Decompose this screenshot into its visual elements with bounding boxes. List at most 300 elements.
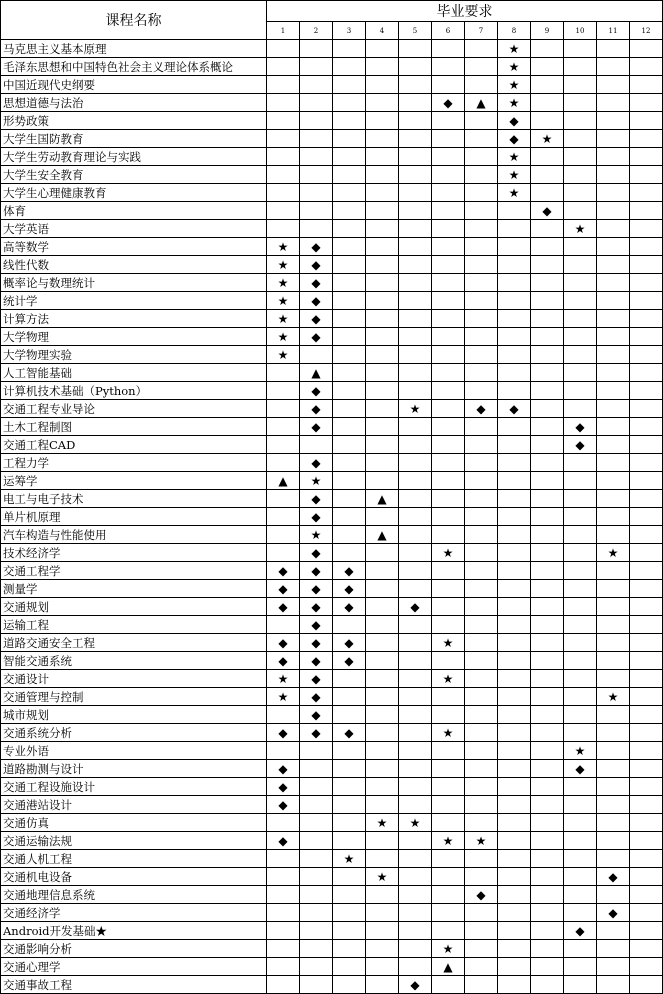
empty-cell [597, 724, 630, 742]
empty-cell [630, 958, 663, 976]
empty-cell [300, 112, 333, 130]
empty-cell [300, 976, 333, 994]
empty-cell [597, 76, 630, 94]
table-row [1, 904, 663, 922]
empty-cell [564, 184, 597, 202]
diamond-mark: ◆ [300, 418, 333, 436]
star-mark: ★ [267, 238, 300, 256]
course-name: 工程力学 [1, 454, 267, 472]
course-name: 交通工程学 [1, 562, 267, 580]
empty-cell [300, 58, 333, 76]
empty-cell [531, 58, 564, 76]
empty-cell [531, 274, 564, 292]
diamond-mark: ◆ [300, 238, 333, 256]
empty-cell [300, 958, 333, 976]
star-mark: ★ [597, 544, 630, 562]
diamond-mark: ◆ [498, 112, 531, 130]
empty-cell [465, 796, 498, 814]
empty-cell [597, 382, 630, 400]
empty-cell [564, 544, 597, 562]
diamond-mark: ◆ [300, 310, 333, 328]
table-row [1, 670, 663, 688]
diamond-mark: ◆ [300, 544, 333, 562]
table-row [1, 148, 663, 166]
empty-cell [267, 220, 300, 238]
empty-cell [399, 832, 432, 850]
empty-cell [564, 616, 597, 634]
empty-cell [531, 148, 564, 166]
empty-cell [630, 778, 663, 796]
diamond-mark: ◆ [333, 652, 366, 670]
empty-cell [597, 490, 630, 508]
empty-cell [498, 958, 531, 976]
empty-cell [465, 346, 498, 364]
empty-cell [366, 292, 399, 310]
diamond-mark: ◆ [300, 508, 333, 526]
empty-cell [399, 256, 432, 274]
triangle-mark: ▲ [300, 364, 333, 382]
empty-cell [564, 976, 597, 994]
empty-cell [333, 292, 366, 310]
empty-cell [465, 508, 498, 526]
course-name: 思想道德与法治 [1, 94, 267, 112]
empty-cell [498, 472, 531, 490]
empty-cell [399, 688, 432, 706]
empty-cell [597, 832, 630, 850]
empty-cell [630, 832, 663, 850]
table-row [1, 130, 663, 148]
empty-cell [267, 526, 300, 544]
empty-cell [597, 238, 630, 256]
requirement-number: 8 [498, 22, 531, 40]
empty-cell [531, 292, 564, 310]
course-name: 汽车构造与性能使用 [1, 526, 267, 544]
star-mark: ★ [498, 58, 531, 76]
empty-cell [531, 40, 564, 58]
empty-cell [630, 724, 663, 742]
empty-cell [267, 436, 300, 454]
empty-cell [630, 544, 663, 562]
empty-cell [465, 148, 498, 166]
empty-cell [564, 202, 597, 220]
empty-cell [267, 148, 300, 166]
empty-cell [630, 616, 663, 634]
empty-cell [630, 328, 663, 346]
empty-cell [267, 508, 300, 526]
empty-cell [531, 904, 564, 922]
empty-cell [531, 652, 564, 670]
empty-cell [399, 148, 432, 166]
empty-cell [366, 130, 399, 148]
diamond-mark: ◆ [267, 652, 300, 670]
star-mark: ★ [267, 670, 300, 688]
empty-cell [531, 526, 564, 544]
empty-cell [300, 832, 333, 850]
empty-cell [465, 76, 498, 94]
empty-cell [300, 148, 333, 166]
empty-cell [333, 886, 366, 904]
empty-cell [531, 598, 564, 616]
course-name: 智能交通系统 [1, 652, 267, 670]
table-row [1, 382, 663, 400]
empty-cell [366, 364, 399, 382]
empty-cell [432, 886, 465, 904]
empty-cell [267, 400, 300, 418]
empty-cell [531, 616, 564, 634]
empty-cell [630, 598, 663, 616]
triangle-mark: ▲ [366, 526, 399, 544]
empty-cell [267, 418, 300, 436]
diamond-mark: ◆ [399, 976, 432, 994]
empty-cell [333, 94, 366, 112]
empty-cell [333, 904, 366, 922]
empty-cell [366, 418, 399, 436]
empty-cell [267, 616, 300, 634]
empty-cell [300, 184, 333, 202]
empty-cell [630, 94, 663, 112]
diamond-mark: ◆ [432, 94, 465, 112]
star-mark: ★ [267, 688, 300, 706]
empty-cell [531, 760, 564, 778]
empty-cell [465, 688, 498, 706]
empty-cell [597, 400, 630, 418]
empty-cell [465, 166, 498, 184]
empty-cell [564, 454, 597, 472]
table-row [1, 562, 663, 580]
empty-cell [630, 40, 663, 58]
empty-cell [300, 886, 333, 904]
empty-cell [333, 958, 366, 976]
empty-cell [531, 976, 564, 994]
star-mark: ★ [432, 724, 465, 742]
empty-cell [465, 202, 498, 220]
empty-cell [399, 238, 432, 256]
empty-cell [333, 814, 366, 832]
empty-cell [498, 742, 531, 760]
course-name: 概率论与数理统计 [1, 274, 267, 292]
table-row [1, 616, 663, 634]
table-row [1, 580, 663, 598]
empty-cell [597, 436, 630, 454]
empty-cell [333, 418, 366, 436]
course-name: 测量学 [1, 580, 267, 598]
empty-cell [333, 796, 366, 814]
empty-cell [564, 364, 597, 382]
empty-cell [564, 472, 597, 490]
table-row [1, 202, 663, 220]
empty-cell [432, 202, 465, 220]
empty-cell [597, 148, 630, 166]
empty-cell [498, 814, 531, 832]
empty-cell [333, 526, 366, 544]
empty-cell [432, 76, 465, 94]
empty-cell [399, 940, 432, 958]
diamond-mark: ◆ [300, 670, 333, 688]
empty-cell [531, 796, 564, 814]
empty-cell [399, 94, 432, 112]
empty-cell [498, 868, 531, 886]
course-name: 交通心理学 [1, 958, 267, 976]
empty-cell [432, 346, 465, 364]
empty-cell [630, 292, 663, 310]
empty-cell [465, 958, 498, 976]
empty-cell [597, 526, 630, 544]
empty-cell [498, 292, 531, 310]
table-row [1, 436, 663, 454]
empty-cell [465, 778, 498, 796]
empty-cell [597, 760, 630, 778]
empty-cell [366, 634, 399, 652]
diamond-mark: ◆ [564, 436, 597, 454]
empty-cell [399, 166, 432, 184]
table-row [1, 526, 663, 544]
star-mark: ★ [432, 634, 465, 652]
empty-cell [300, 940, 333, 958]
empty-cell [300, 850, 333, 868]
empty-cell [630, 454, 663, 472]
empty-cell [630, 418, 663, 436]
empty-cell [498, 274, 531, 292]
diamond-mark: ◆ [531, 202, 564, 220]
empty-cell [630, 220, 663, 238]
empty-cell [498, 526, 531, 544]
empty-cell [432, 184, 465, 202]
star-mark: ★ [564, 220, 597, 238]
empty-cell [267, 58, 300, 76]
empty-cell [366, 40, 399, 58]
diamond-mark: ◆ [300, 292, 333, 310]
empty-cell [432, 922, 465, 940]
empty-cell [432, 652, 465, 670]
diamond-mark: ◆ [267, 760, 300, 778]
empty-cell [564, 580, 597, 598]
empty-cell [597, 472, 630, 490]
empty-cell [300, 130, 333, 148]
empty-cell [498, 382, 531, 400]
empty-cell [333, 454, 366, 472]
empty-cell [498, 436, 531, 454]
diamond-mark: ◆ [597, 868, 630, 886]
empty-cell [333, 400, 366, 418]
empty-cell [564, 346, 597, 364]
table-row [1, 418, 663, 436]
course-name: 单片机原理 [1, 508, 267, 526]
empty-cell [399, 580, 432, 598]
table-row [1, 814, 663, 832]
empty-cell [630, 904, 663, 922]
empty-cell [267, 454, 300, 472]
triangle-mark: ▲ [366, 490, 399, 508]
empty-cell [366, 724, 399, 742]
course-name: 大学英语 [1, 220, 267, 238]
empty-cell [630, 706, 663, 724]
diamond-mark: ◆ [267, 598, 300, 616]
empty-cell [267, 922, 300, 940]
empty-cell [399, 364, 432, 382]
course-name: 交通事故工程 [1, 976, 267, 994]
empty-cell [432, 472, 465, 490]
empty-cell [366, 580, 399, 598]
table-row [1, 490, 663, 508]
course-name: 交通设计 [1, 670, 267, 688]
empty-cell [597, 130, 630, 148]
empty-cell [597, 886, 630, 904]
empty-cell [366, 670, 399, 688]
empty-cell [333, 868, 366, 886]
diamond-mark: ◆ [564, 760, 597, 778]
empty-cell [630, 490, 663, 508]
empty-cell [597, 58, 630, 76]
empty-cell [564, 670, 597, 688]
table-row [1, 346, 663, 364]
empty-cell [531, 832, 564, 850]
course-name: 交通港站设计 [1, 796, 267, 814]
empty-cell [432, 58, 465, 76]
empty-cell [465, 184, 498, 202]
table-row [1, 310, 663, 328]
course-name: 交通工程专业导论 [1, 400, 267, 418]
course-name: 交通机电设备 [1, 868, 267, 886]
empty-cell [531, 454, 564, 472]
empty-cell [465, 238, 498, 256]
course-name: 高等数学 [1, 238, 267, 256]
empty-cell [366, 274, 399, 292]
empty-cell [366, 436, 399, 454]
empty-cell [531, 112, 564, 130]
table-row [1, 886, 663, 904]
diamond-mark: ◆ [300, 454, 333, 472]
star-mark: ★ [267, 310, 300, 328]
empty-cell [465, 760, 498, 778]
empty-cell [498, 220, 531, 238]
empty-cell [597, 634, 630, 652]
empty-cell [267, 76, 300, 94]
empty-cell [564, 562, 597, 580]
empty-cell [465, 580, 498, 598]
empty-cell [267, 544, 300, 562]
empty-cell [564, 58, 597, 76]
empty-cell [300, 166, 333, 184]
table-row [1, 184, 663, 202]
table-row [1, 94, 663, 112]
empty-cell [564, 940, 597, 958]
table-row [1, 724, 663, 742]
diamond-mark: ◆ [300, 274, 333, 292]
empty-cell [564, 832, 597, 850]
empty-cell [399, 886, 432, 904]
course-name: 人工智能基础 [1, 364, 267, 382]
diamond-mark: ◆ [465, 886, 498, 904]
empty-cell [399, 796, 432, 814]
empty-cell [597, 310, 630, 328]
table-row [1, 364, 663, 382]
table-row [1, 868, 663, 886]
course-name: 运输工程 [1, 616, 267, 634]
empty-cell [366, 706, 399, 724]
course-name: 大学物理 [1, 328, 267, 346]
empty-cell [333, 706, 366, 724]
empty-cell [432, 238, 465, 256]
course-name: 专业外语 [1, 742, 267, 760]
empty-cell [399, 742, 432, 760]
course-name: 中国近现代史纲要 [1, 76, 267, 94]
empty-cell [432, 868, 465, 886]
empty-cell [300, 760, 333, 778]
star-mark: ★ [564, 742, 597, 760]
empty-cell [597, 346, 630, 364]
diamond-mark: ◆ [300, 634, 333, 652]
empty-cell [498, 634, 531, 652]
empty-cell [399, 40, 432, 58]
empty-cell [399, 472, 432, 490]
empty-cell [432, 976, 465, 994]
empty-cell [399, 508, 432, 526]
empty-cell [465, 814, 498, 832]
empty-cell [564, 796, 597, 814]
empty-cell [564, 688, 597, 706]
table-row [1, 292, 663, 310]
empty-cell [333, 940, 366, 958]
empty-cell [597, 94, 630, 112]
empty-cell [399, 760, 432, 778]
diamond-mark: ◆ [333, 598, 366, 616]
empty-cell [465, 112, 498, 130]
empty-cell [366, 760, 399, 778]
empty-cell [630, 166, 663, 184]
empty-cell [597, 598, 630, 616]
empty-cell [498, 544, 531, 562]
empty-cell [267, 112, 300, 130]
empty-cell [630, 976, 663, 994]
empty-cell [630, 580, 663, 598]
empty-cell [597, 40, 630, 58]
graduation-requirements-header: 毕业要求 [267, 1, 663, 22]
empty-cell [399, 382, 432, 400]
empty-cell [531, 382, 564, 400]
empty-cell [564, 652, 597, 670]
course-name: 技术经济学 [1, 544, 267, 562]
empty-cell [366, 58, 399, 76]
requirement-number: 4 [366, 22, 399, 40]
empty-cell [498, 976, 531, 994]
star-mark: ★ [531, 130, 564, 148]
empty-cell [432, 490, 465, 508]
empty-cell [366, 94, 399, 112]
empty-cell [531, 94, 564, 112]
empty-cell [498, 562, 531, 580]
diamond-mark: ◆ [333, 562, 366, 580]
empty-cell [597, 850, 630, 868]
table-row [1, 832, 663, 850]
empty-cell [597, 184, 630, 202]
empty-cell [465, 922, 498, 940]
empty-cell [630, 796, 663, 814]
empty-cell [366, 508, 399, 526]
star-mark: ★ [267, 328, 300, 346]
empty-cell [630, 562, 663, 580]
empty-cell [333, 760, 366, 778]
empty-cell [465, 742, 498, 760]
empty-cell [630, 922, 663, 940]
empty-cell [564, 76, 597, 94]
empty-cell [465, 526, 498, 544]
empty-cell [498, 598, 531, 616]
empty-cell [564, 148, 597, 166]
empty-cell [267, 958, 300, 976]
course-name: 大学物理实验 [1, 346, 267, 364]
diamond-mark: ◆ [300, 688, 333, 706]
empty-cell [333, 832, 366, 850]
